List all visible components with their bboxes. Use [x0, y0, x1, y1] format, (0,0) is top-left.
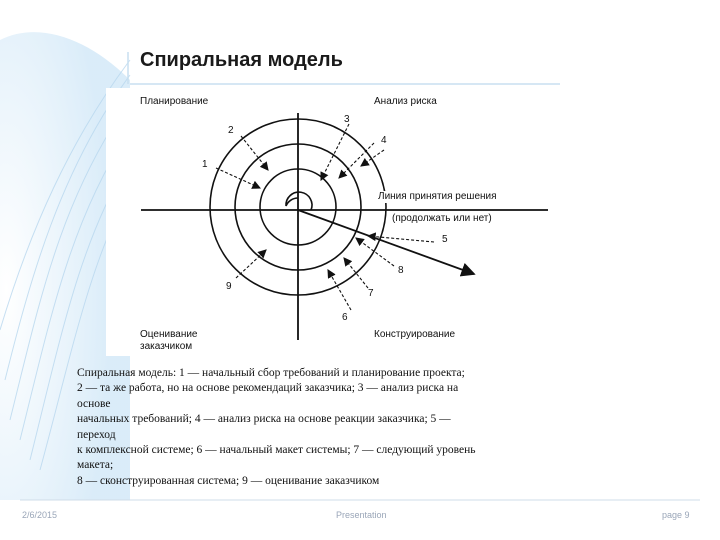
- step-number-4: 4: [381, 135, 387, 146]
- slide-title: Спиральная модель: [140, 49, 343, 71]
- label-construction: Конструирование: [374, 329, 456, 340]
- step-number-6: 6: [342, 312, 348, 323]
- caption-line: основе: [77, 397, 111, 410]
- caption-line: Спиральная модель: 1 — начальный сбор требований и планирование проекта;: [77, 367, 465, 379]
- caption-line: к комплексной системе; 6 — начальный макет системы; 7 — следующий уровень: [77, 444, 476, 457]
- label-risk-analysis: Анализ риска: [374, 96, 437, 107]
- label-customer-evaluation-2: заказчиком: [140, 341, 193, 352]
- caption-line: макета;: [77, 459, 114, 472]
- caption-line: 2 — та же работа, но на основе рекомендаций заказчика; 3 — анализ риска на: [77, 382, 459, 395]
- step-number-1: 1: [202, 159, 208, 170]
- step-number-5: 5: [442, 234, 448, 245]
- label-customer-evaluation-1: Оценивание: [140, 329, 198, 340]
- step-number-8: 8: [398, 265, 404, 276]
- caption-line: 8 — сконструированная система; 9 — оценивание заказчиком: [77, 474, 380, 487]
- footer-center: Presentation: [336, 510, 387, 520]
- caption-line: переход: [77, 428, 116, 441]
- label-planning: Планирование: [140, 96, 209, 107]
- caption-line: начальных требований; 4 — анализ риска на основе реакции заказчика; 5 —: [77, 413, 451, 426]
- diagram-caption: [77, 366, 617, 489]
- spiral-diagram: [106, 88, 554, 356]
- step-number-2: 2: [228, 125, 234, 136]
- footer-date: 2/6/2015: [22, 510, 58, 520]
- step-number-9: 9: [226, 281, 232, 292]
- label-decision-note: (продолжать или нет): [392, 213, 492, 224]
- footer-page-number: page 9: [662, 510, 690, 520]
- step-number-7: 7: [368, 288, 374, 299]
- label-decision-line: Линия принятия решения: [378, 191, 497, 202]
- step-number-3: 3: [344, 114, 350, 125]
